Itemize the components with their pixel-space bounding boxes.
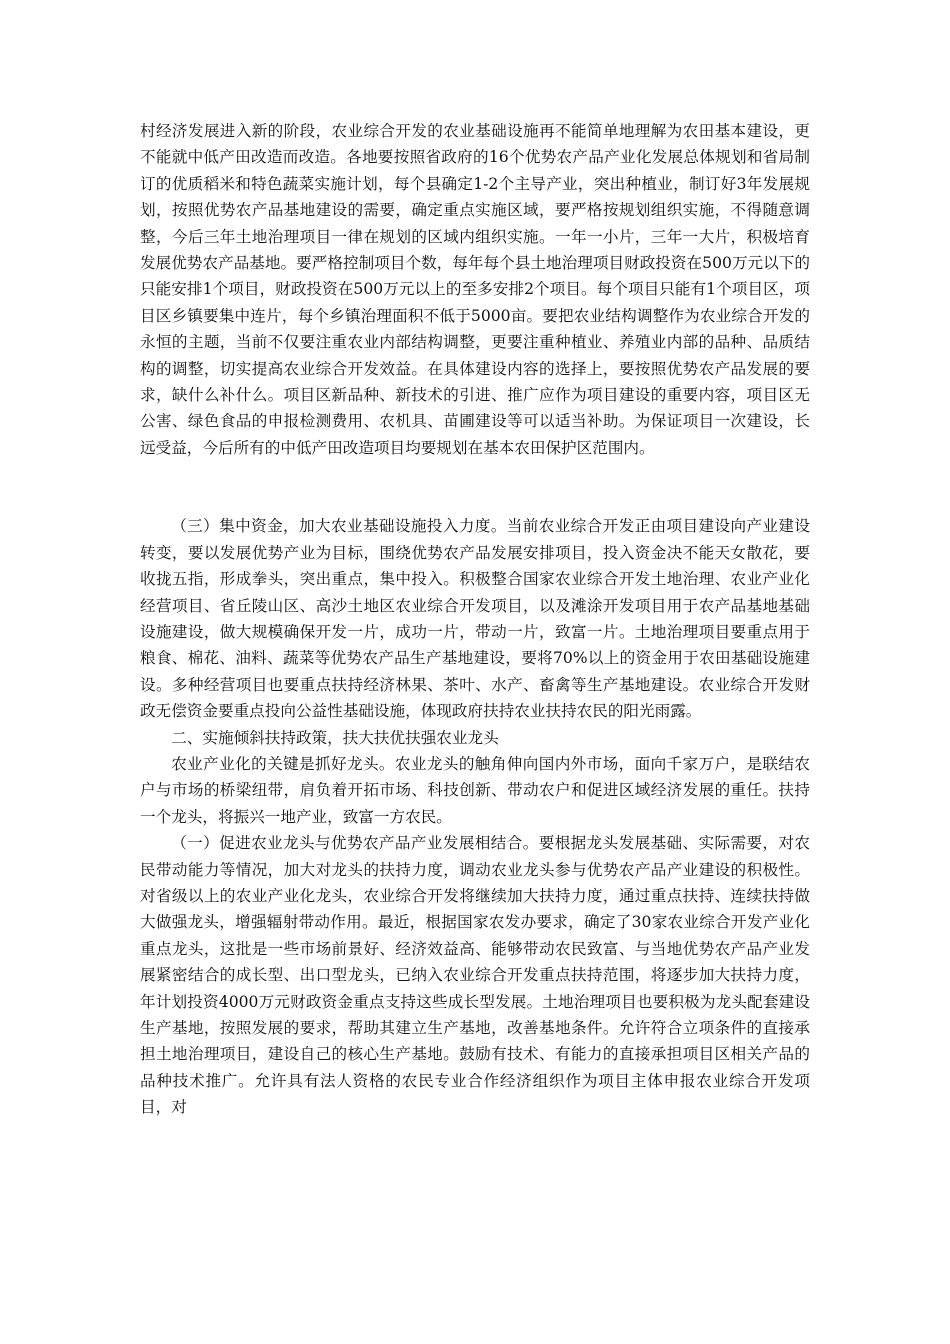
paragraph-leading-enterprises: 农业产业化的关键是抓好龙头。农业龙头的触角伸向国内外市场，面向千家万户，是联结农户与市场的桥梁纽带，肩负着开拓市场、科技创新、带动农户和促进区域经济发展的重任。扶持一个龙头，将振兴一地产业，致富一方农民。 — [140, 754, 810, 826]
paragraph-section-three: （三）集中资金，加大农业基础设施投入力度。当前农业综合开发正由项目建设向产业建设转变，要以发展优势产业为目标，围绕优势农产品发展安排项目，投入资金决不能天女散花，要收拢五指，形成拳头，突出重点，集中投入。积极整合国家农业综合开发土地治理、农业产业化经营项目、省丘陵山区、高沙土地区农业综合开发项目，以及滩涂开发项目用于农产品基地基础设施建设，做大规模确保开发一片，成功一片，带动一片，致富一片。土地治理项目要重点用于粮食、棉花、油料、蔬菜等优势农产品生产基地建设，要将70%以上的资金用于农田基础设施建设。多种经营项目也要重点扶持经济林果、茶叶、水产、畜禽等生产基地建设。农业综合开发财政无偿资金要重点投向公益性基础设施，体现政府扶持农业扶持农民的阳光雨露。 — [140, 517, 810, 721]
paragraph-continuation: 村经济发展进入新的阶段，农业综合开发的农业基础设施再不能简单地理解为农田基本建设，更不能就中低产田改造而改造。各地要按照省政府的16个优势农产品产业化发展总体规划和省局制订的优质稻米和特色蔬菜实施计划，每个县确定1-2个主导产业，突出种植业，制订好3年发展规划，按照优势农产品基地建设的需要，确定重点实施区域，要严格按规划组织实施，不得随意调整，今后三年土地治理项目一律在规划的区域内组织实施。一年一小片，三年一大片，积极培育发展优势农产品基地。要严格控制项目个数，每年每个县土地治理项目财政投资在500万元以下的只能安排1个项目，财政投资在500万元以上的至多安排2个项目。每个项目只能有1个项目区，项目区乡镇要集中连片，每个乡镇治理面积不低于5000亩。要把农业结构调整作为农业综合开发的永恒的主题，当前不仅要注重农业内部结构调整，更要注重种植业、养殖业内部的品种、品质结构的调整，切实提高农业综合开发效益。在具体建设内容的选择上，要按照优势农产品发展的要求，缺什么补什么。项目区新品种、新技术的引进、推广应作为项目建设的重要内容，项目区无公害、绿色食品的申报检测费用、农机具、苗圃建设等可以适当补助。为保证项目一次建设，长远受益，今后所有的中低产田改造项目均要规划在基本农田保护区范围内。 — [140, 122, 810, 457]
paragraph-subsection-one: （一）促进农业龙头与优势农产品产业发展相结合。要根据龙头发展基础、实际需要，对农民带动能力等情况，加大对龙头的扶持力度，调动农业龙头参与优势农产品产业建设的积极性。对省级以上的农业产业化龙头，农业综合开发将继续加大扶持力度，通过重点扶持、连续扶持做大做强龙头，增强辐射带动作用。最近，根据国家农发办要求，确定了30家农业综合开发产业化重点龙头，这批是一些市场前景好、经济效益高、能够带动农民致富、与当地优势农产品产业发展紧密结合的成长型、出口型龙头，已纳入农业综合开发重点扶持范围，将逐步加大扶持力度，年计划投资4000万元财政资金重点支持这些成长型发展。土地治理项目也要积极为龙头配套建设生产基地，按照发展的要求，帮助其建立生产基地，改善基地条件。允许符合立项条件的直接承担土地治理项目，建设自己的核心生产基地。鼓励有技术、有能力的直接承担项目区相关产品的品种技术推广。允许具有法人资格的农民专业合作经济组织作为项目主体申报农业综合开发项目，对 — [140, 834, 810, 1117]
paragraph-gap — [140, 461, 810, 513]
section-heading-two: 二、实施倾斜扶持政策，扶大扶优扶强农业龙头 — [171, 728, 499, 747]
document-page — [140, 118, 810, 1121]
